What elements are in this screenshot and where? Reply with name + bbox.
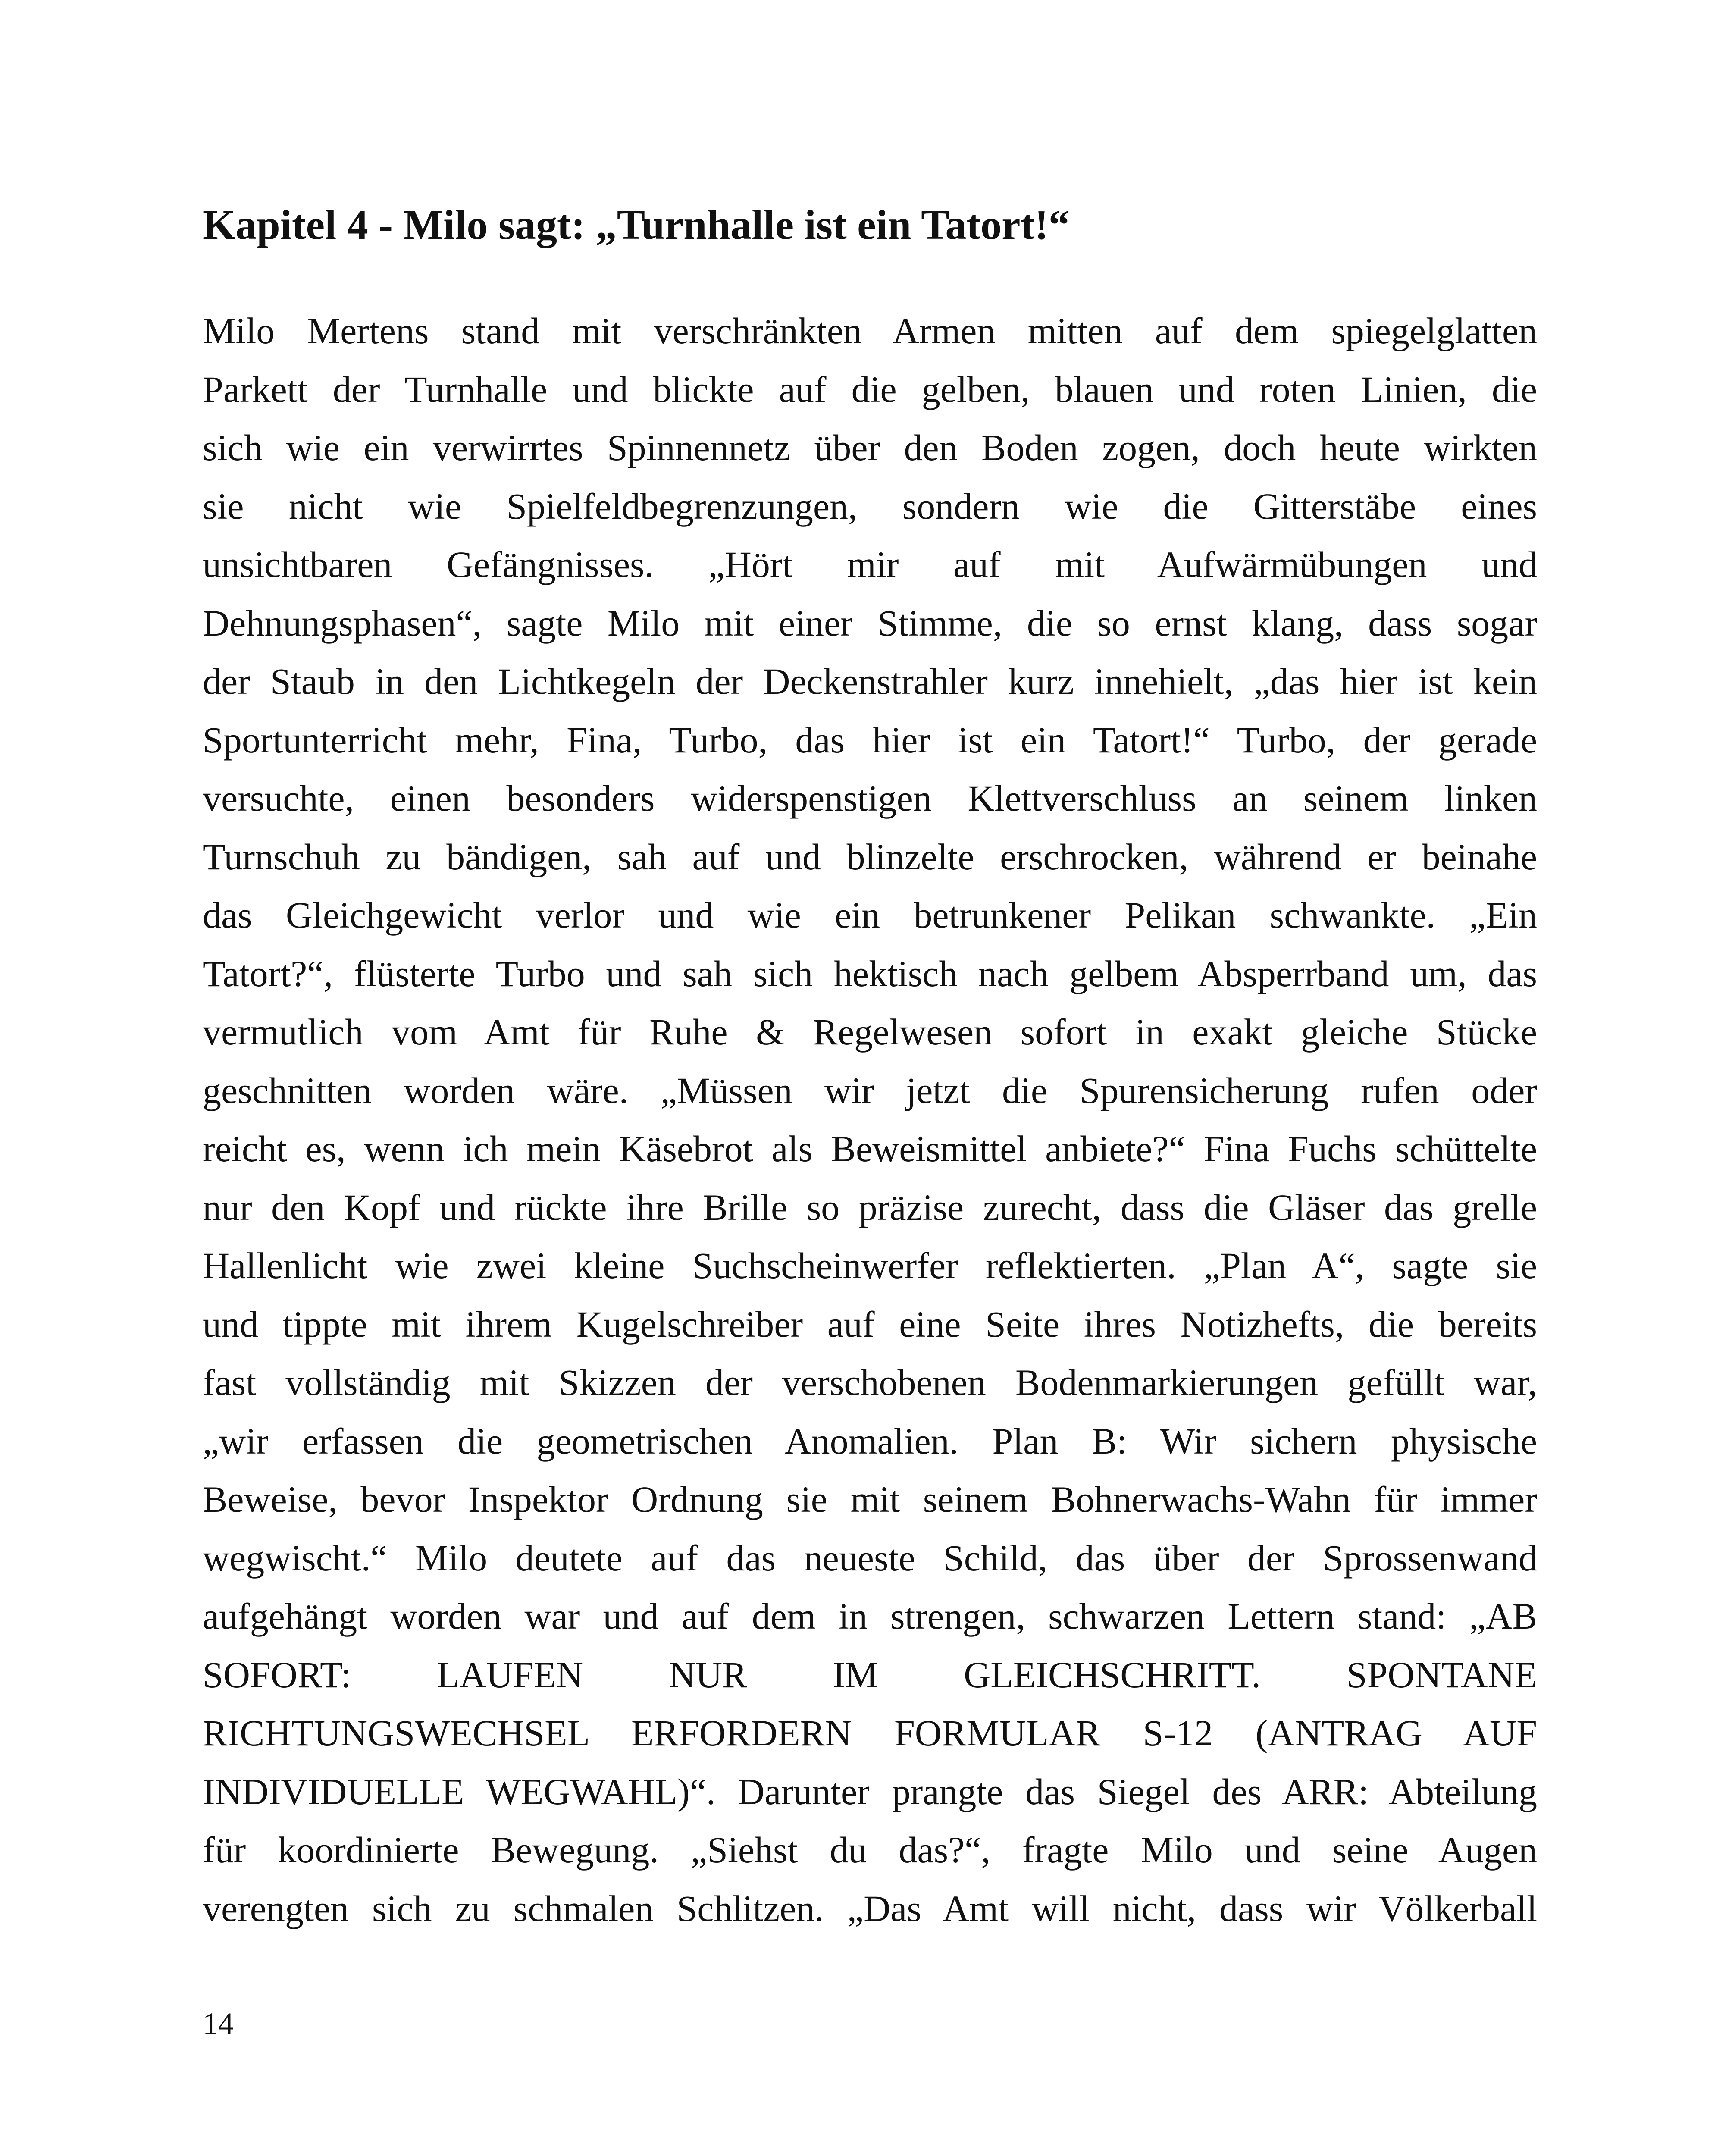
text-line: Beweise, bevor Inspektor Ordnung sie mit seinem Bohnerwachs-Wahn für immer — [203, 1479, 1537, 1520]
text-line: Milo Mertens stand mit verschränkten Armen mitten auf dem spiegelglatten — [203, 310, 1537, 351]
text-line: wegwischt.“ Milo deutete auf das neueste Schild, das über der Sprossenwand — [203, 1537, 1537, 1579]
text-line: verengten sich zu schmalen Schlitzen. „Das Amt will nicht, dass wir Völkerball — [203, 1887, 1537, 1929]
text-line: Hallenlicht wie zwei kleine Suchscheinwerfer reflektierten. „Plan A“, sagte sie — [203, 1245, 1537, 1286]
text-line: Sportunterricht mehr, Fina, Turbo, das hier ist ein Tatort!“ Turbo, der gerade — [203, 719, 1537, 761]
text-line: RICHTUNGSWECHSEL ERFORDERN FORMULAR S-12 (ANTRAG AUF — [203, 1712, 1537, 1754]
text-line: Turnschuh zu bändigen, sah auf und blinzelte erschrocken, während er beinahe — [203, 836, 1537, 877]
text-line: sie nicht wie Spielfeldbegrenzungen, sondern wie die Gitterstäbe eines — [203, 485, 1537, 527]
text-line: sich wie ein verwirrtes Spinnennetz über den Boden zogen, doch heute wirkten — [203, 427, 1537, 468]
text-line: SOFORT: LAUFEN NUR IM GLEICHSCHRITT. SPONTANE — [203, 1654, 1537, 1695]
text-line: Tatort?“, flüsterte Turbo und sah sich hektisch nach gelbem Absperrband um, das — [203, 953, 1537, 994]
text-line: der Staub in den Lichtkegeln der Deckenstrahler kurz innehielt, „das hier ist kein — [203, 661, 1537, 702]
text-line: unsichtbaren Gefängnisses. „Hört mir auf mit Aufwärmübungen und — [203, 544, 1537, 585]
text-line: aufgehängt worden war und auf dem in strengen, schwarzen Lettern stand: „AB — [203, 1595, 1537, 1637]
text-line: versuchte, einen besonders widerspenstigen Klettverschluss an seinem linken — [203, 777, 1537, 819]
text-line: Parkett der Turnhalle und blickte auf die gelben, blauen und roten Linien, die — [203, 368, 1537, 410]
text-line: das Gleichgewicht verlor und wie ein betrunkener Pelikan schwankte. „Ein — [203, 894, 1537, 936]
chapter-title: Kapitel 4 - Milo sagt: „Turnhalle ist ein Tatort!“ — [203, 202, 1070, 248]
text-line: und tippte mit ihrem Kugelschreiber auf eine Seite ihres Notizhefts, die bereits — [203, 1303, 1537, 1345]
body-text — [203, 302, 1537, 1938]
text-line: INDIVIDUELLE WEGWAHL)“. Darunter prangte das Siegel des ARR: Abteilung — [203, 1771, 1537, 1812]
text-line: reicht es, wenn ich mein Käsebrot als Beweismittel anbiete?“ Fina Fuchs schüttelte — [203, 1128, 1537, 1169]
text-line: für koordinierte Bewegung. „Siehst du das?“, fragte Milo und seine Augen — [203, 1829, 1537, 1871]
text-line: nur den Kopf und rückte ihre Brille so präzise zurecht, dass die Gläser das grelle — [203, 1186, 1537, 1228]
page-number: 14 — [203, 2006, 234, 2041]
text-line: geschnitten worden wäre. „Müssen wir jetzt die Spurensicherung rufen oder — [203, 1069, 1537, 1111]
text-line: vermutlich vom Amt für Ruhe & Regelwesen sofort in exakt gleiche Stücke — [203, 1011, 1537, 1053]
text-line: Dehnungsphasen“, sagte Milo mit einer Stimme, die so ernst klang, dass sogar — [203, 602, 1537, 644]
text-line: „wir erfassen die geometrischen Anomalien. Plan B: Wir sichern physische — [203, 1420, 1537, 1462]
text-line: fast vollständig mit Skizzen der verschobenen Bodenmarkierungen gefüllt war, — [203, 1362, 1537, 1403]
